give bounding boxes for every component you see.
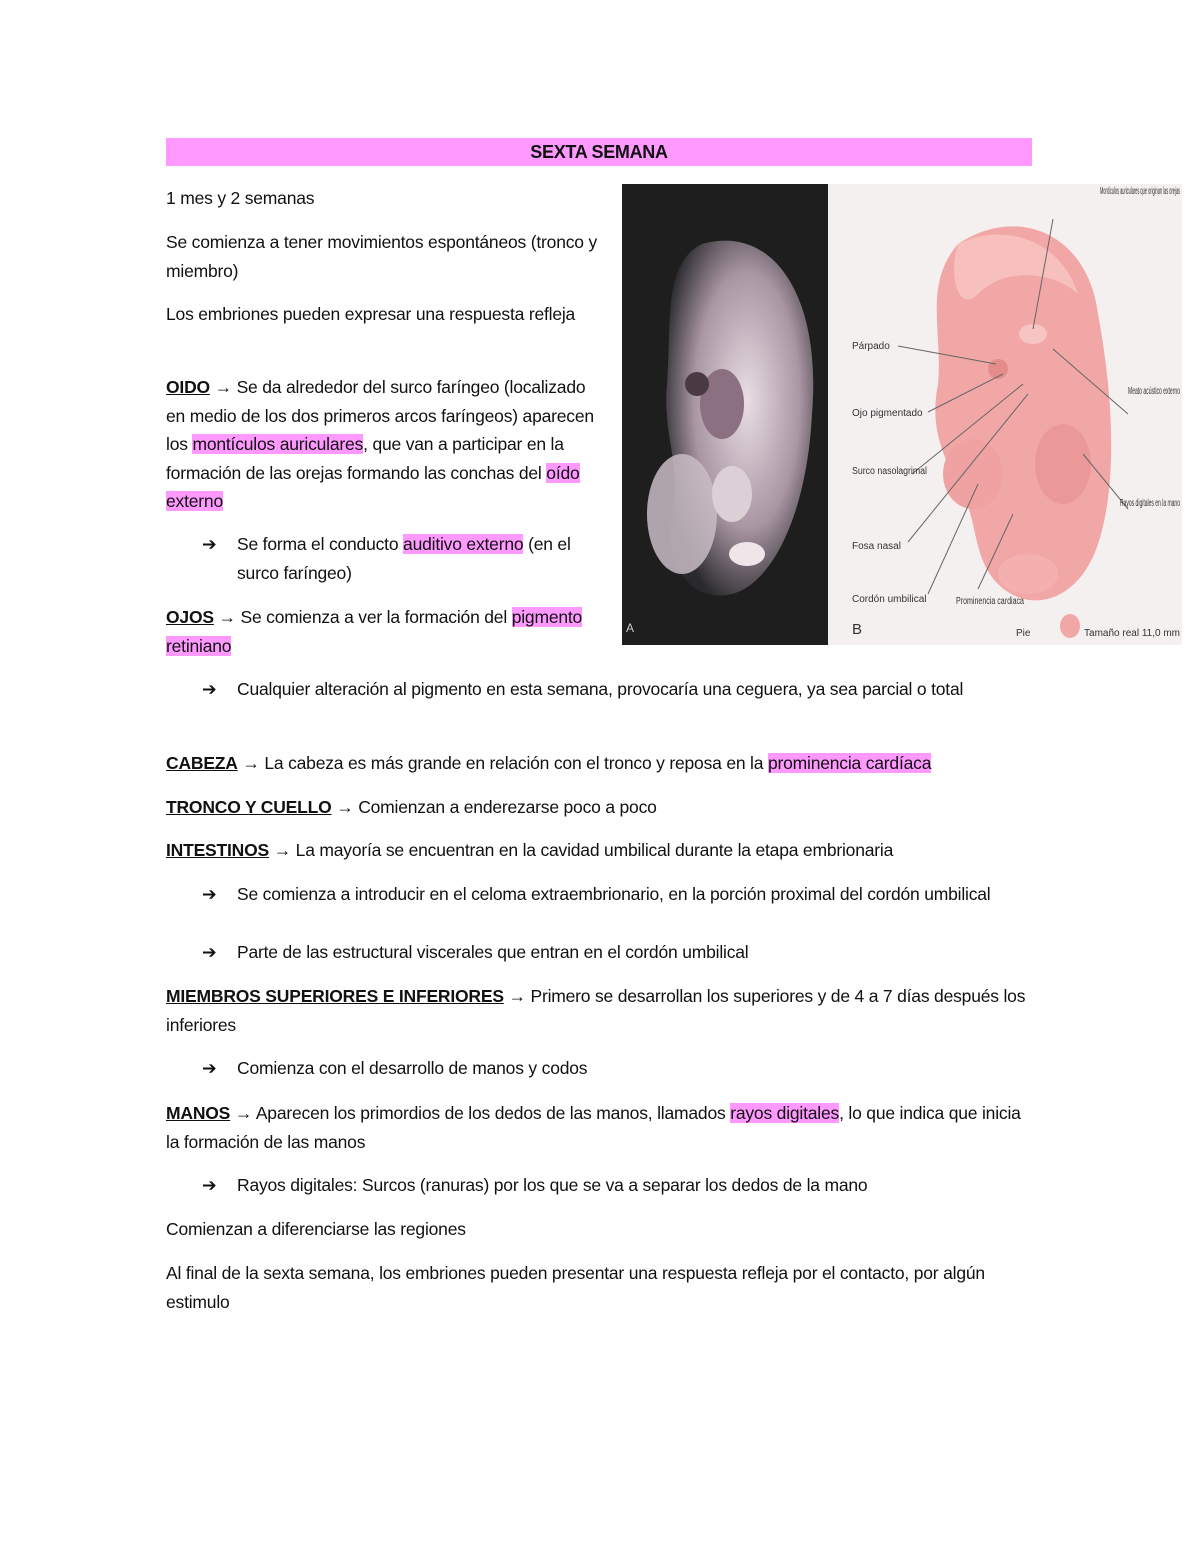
- arrow-bullet-icon: ➔: [202, 942, 217, 962]
- arrow-icon: →: [336, 797, 354, 817]
- highlight-monticulos: montículos auriculares: [192, 434, 364, 454]
- ojos-paragraph: OJOS → Se comienza a ver la formación del pigmento retiniano: [166, 607, 583, 656]
- final-text: Al final de la sexta semana, los embriones pueden presentar una respuesta refleja por el contacto, por algún estimulo: [166, 1263, 985, 1312]
- highlight-pigmento: pigmento retiniano: [166, 607, 583, 656]
- tronco-heading: TRONCO Y CUELLO: [166, 797, 332, 817]
- arrow-icon: →: [273, 840, 291, 860]
- intestinos-paragraph: INTESTINOS → La mayoría se encuentran en la cavidad umbilical durante la etapa embrionaria: [166, 840, 894, 860]
- arrow-icon: →: [234, 1103, 253, 1123]
- manos-heading: MANOS: [166, 1103, 231, 1123]
- tronco-paragraph: TRONCO Y CUELLO → Comienzan a enderezarse poco a poco: [166, 797, 657, 817]
- miembros-heading: MIEMBROS SUPERIORES E INFERIORES: [166, 986, 504, 1006]
- highlight-auditivo: auditivo externo: [403, 534, 524, 554]
- arrow-bullet-icon: ➔: [202, 1058, 217, 1078]
- label-surco: Surco nasolagrimal: [852, 466, 927, 477]
- label-parpado: Párpado: [852, 341, 890, 352]
- intestinos-bullet-1: ➔ Se comienza a introducir en el celoma extraembrionario, en la porción proximal del cordón umbilical: [202, 880, 1032, 909]
- label-rayos: Rayos digitales en la mano: [1120, 498, 1181, 509]
- arrow-bullet-icon: ➔: [202, 534, 217, 554]
- arrow-bullet-icon: ➔: [202, 1175, 217, 1195]
- fig-label-a: A: [626, 621, 635, 635]
- reflex-text: Los embriones pueden expresar una respuesta refleja: [166, 304, 576, 324]
- label-tamano: Tamaño real 11,0 mm: [1084, 628, 1180, 639]
- label-pie: Pie: [1016, 628, 1031, 639]
- cabeza-heading: CABEZA: [166, 753, 238, 773]
- oido-paragraph: OIDO → Se da alrededor del surco faríngeo (localizado en medio de los dos primeros arcos faríngeos) aparecen los montículos auriculares, que van a participar en la formación de las orejas formando las conchas del oído externo: [166, 377, 594, 511]
- label-cordon: Cordón umbilical: [852, 594, 927, 605]
- page-title: SEXTA SEMANA: [166, 138, 1032, 166]
- label-monticulos: Montículos auriculares que originan las orejas: [1100, 186, 1180, 197]
- embryo-photo: [622, 184, 828, 645]
- miembros-bullet-1: ➔ Comienza con el desarrollo de manos y codos: [202, 1054, 1032, 1083]
- label-meato: Meato acústico externo: [1128, 386, 1181, 397]
- highlight-rayos: rayos digitales: [730, 1103, 840, 1123]
- movements-text: Se comienza a tener movimientos espontáneos (tronco y miembro): [166, 232, 598, 281]
- miembros-paragraph: MIEMBROS SUPERIORES E INFERIORES → Primero se desarrollan los superiores y de 4 a 7 días después los inferiores: [166, 986, 1026, 1035]
- arrow-icon: →: [218, 607, 236, 627]
- fig-label-b: B: [852, 621, 863, 638]
- embryo-illustration-svg: [828, 184, 1182, 645]
- regions-text: Comienzan a diferenciarse las regiones: [166, 1219, 466, 1239]
- embryo-photo-svg: [622, 184, 828, 645]
- ojos-heading: OJOS: [166, 607, 214, 627]
- label-fosa: Fosa nasal: [852, 541, 901, 552]
- manos-paragraph: MANOS → Aparecen los primordios de los dedos de las manos, llamados rayos digitales, lo que indica que inicia la formación de las manos: [166, 1103, 1021, 1152]
- intestinos-bullet-2: ➔ Parte de las estructural viscerales que entran en el cordón umbilical: [202, 938, 1032, 967]
- embryo-illustration: [828, 184, 1182, 645]
- arrow-bullet-icon: ➔: [202, 884, 217, 904]
- ojos-bullet: ➔ Cualquier alteración al pigmento en esta semana, provocaría una ceguera, ya sea parcial o total: [202, 675, 1032, 704]
- arrow-icon: →: [508, 986, 526, 1006]
- oido-bullet: ➔ Se forma el conducto auditivo externo (en el surco faríngeo): [202, 530, 602, 587]
- embryo-size-icon: [1060, 614, 1080, 638]
- oido-heading: OIDO: [166, 377, 210, 397]
- highlight-oido-externo: oído externo: [166, 462, 580, 511]
- embryo-figure: [622, 184, 1182, 645]
- arrow-icon: →: [242, 753, 260, 773]
- highlight-prominencia: prominencia cardíaca: [767, 753, 932, 773]
- label-prominencia: Prominencia cardiaca: [956, 596, 1025, 607]
- arrow-icon: →: [214, 377, 232, 397]
- intestinos-heading: INTESTINOS: [166, 840, 270, 860]
- label-ojo: Ojo pigmentado: [852, 408, 923, 419]
- manos-bullet-1: ➔ Rayos digitales: Surcos (ranuras) por los que se va a separar los dedos de la mano: [202, 1171, 1032, 1200]
- arrow-bullet-icon: ➔: [202, 679, 217, 699]
- cabeza-paragraph: CABEZA → La cabeza es más grande en relación con el tronco y reposa en la prominencia cardíaca: [166, 753, 932, 773]
- age-text: 1 mes y 2 semanas: [166, 188, 315, 208]
